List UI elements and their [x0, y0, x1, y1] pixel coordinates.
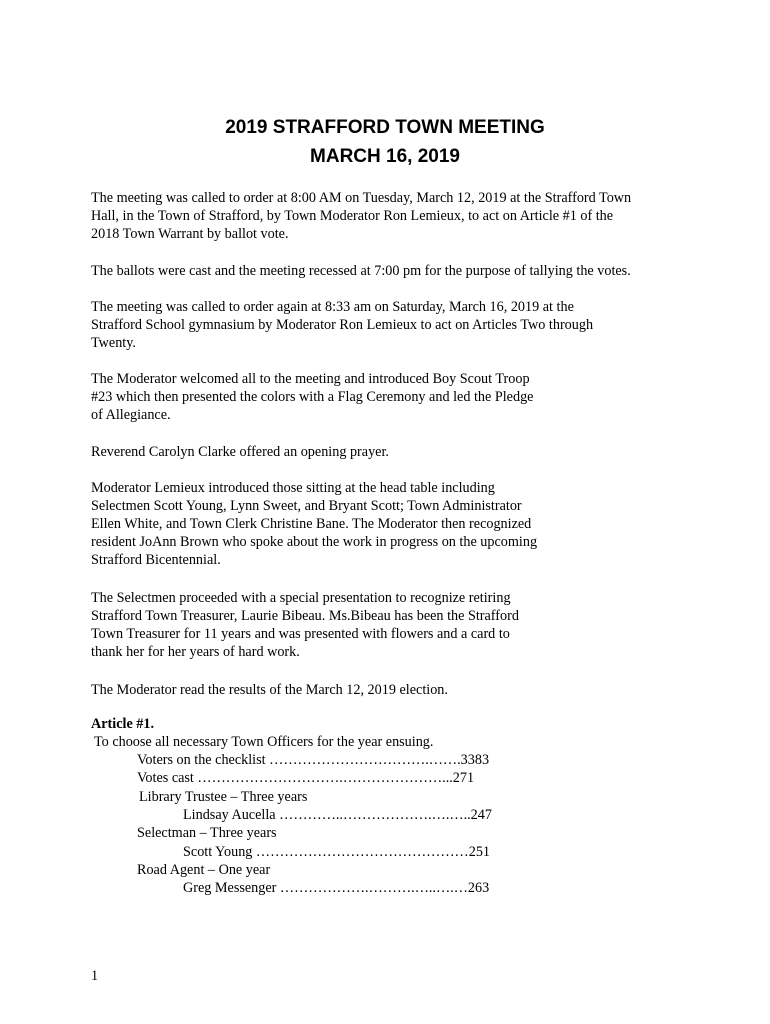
paragraph-line: Selectmen Scott Young, Lynn Sweet, and Bryant Scott; Town Administrator [91, 498, 522, 514]
paragraph-line: Strafford Bicentennial. [91, 552, 221, 568]
paragraph-prayer [91, 443, 691, 461]
paragraph-call-to-order [91, 189, 691, 243]
paragraph-presentation [91, 589, 691, 661]
result-greg-messenger: Greg Messenger ……………….……….…..….…263 [183, 880, 490, 896]
paragraph-election-results [91, 681, 691, 699]
paragraph-ballots [91, 262, 691, 280]
result-voters-on-checklist: Voters on the checklist …………………………….…….3383 [137, 752, 490, 768]
article-heading: Article #1. [91, 716, 155, 732]
paragraph-line: thank her for her years of hard work. [91, 644, 300, 660]
document-title: 2019 STRAFFORD TOWN MEETING [225, 117, 545, 138]
paragraph-line: Ellen White, and Town Clerk Christine Bane. The Moderator then recognized [91, 516, 532, 532]
paragraph-line: The Moderator welcomed all to the meeting and introduced Boy Scout Troop [91, 371, 530, 387]
result-lindsay-aucella: Lindsay Aucella …………..……………….….…..247 [183, 807, 492, 823]
paragraph-line: Moderator Lemieux introduced those sitting at the head table including [91, 480, 495, 496]
paragraph-line: Town Treasurer for 11 years and was presented with flowers and a card to [91, 626, 510, 642]
paragraph-line: Hall, in the Town of Strafford, by Town Moderator Ron Lemieux, to act on Article #1 of the [91, 208, 614, 224]
paragraph-reconvene [91, 298, 691, 352]
paragraph-line: Reverend Carolyn Clarke offered an opening prayer. [91, 444, 389, 460]
paragraph-line: Strafford School gymnasium by Moderator Ron Lemieux to act on Articles Two through [91, 317, 594, 333]
paragraph-line: #23 which then presented the colors with a Flag Ceremony and led the Pledge [91, 389, 534, 405]
office-library-trustee: Library Trustee – Three years [139, 789, 308, 805]
paragraph-welcome [91, 370, 691, 424]
page-number: 1 [91, 968, 99, 984]
paragraph-line: 2018 Town Warrant by ballot vote. [91, 226, 289, 242]
result-votes-cast: Votes cast ………………………….…………………...271 [137, 770, 475, 786]
paragraph-line: resident JoAnn Brown who spoke about the work in progress on the upcoming [91, 534, 538, 550]
paragraph-line: The Moderator read the results of the March 12, 2019 election. [91, 682, 448, 698]
result-scott-young: Scott Young ………………………………………251 [183, 844, 491, 860]
office-road-agent: Road Agent – One year [137, 862, 271, 878]
paragraph-line: Twenty. [91, 335, 136, 351]
office-selectman: Selectman – Three years [137, 825, 277, 841]
paragraph-line: of Allegiance. [91, 407, 171, 423]
paragraph-line: Strafford Town Treasurer, Laurie Bibeau. Ms.Bibeau has been the Strafford [91, 608, 519, 624]
paragraph-line: The meeting was called to order again at 8:33 am on Saturday, March 16, 2019 at the [91, 299, 574, 315]
document-date: MARCH 16, 2019 [310, 146, 460, 167]
paragraph-line: The ballots were cast and the meeting recessed at 7:00 pm for the purpose of tallying the votes. [91, 263, 631, 279]
article-description: To choose all necessary Town Officers for the year ensuing. [94, 734, 434, 750]
paragraph-line: The meeting was called to order at 8:00 AM on Tuesday, March 12, 2019 at the Strafford Town [91, 190, 632, 206]
paragraph-introductions [91, 479, 691, 569]
paragraph-line: The Selectmen proceeded with a special presentation to recognize retiring [91, 590, 511, 606]
